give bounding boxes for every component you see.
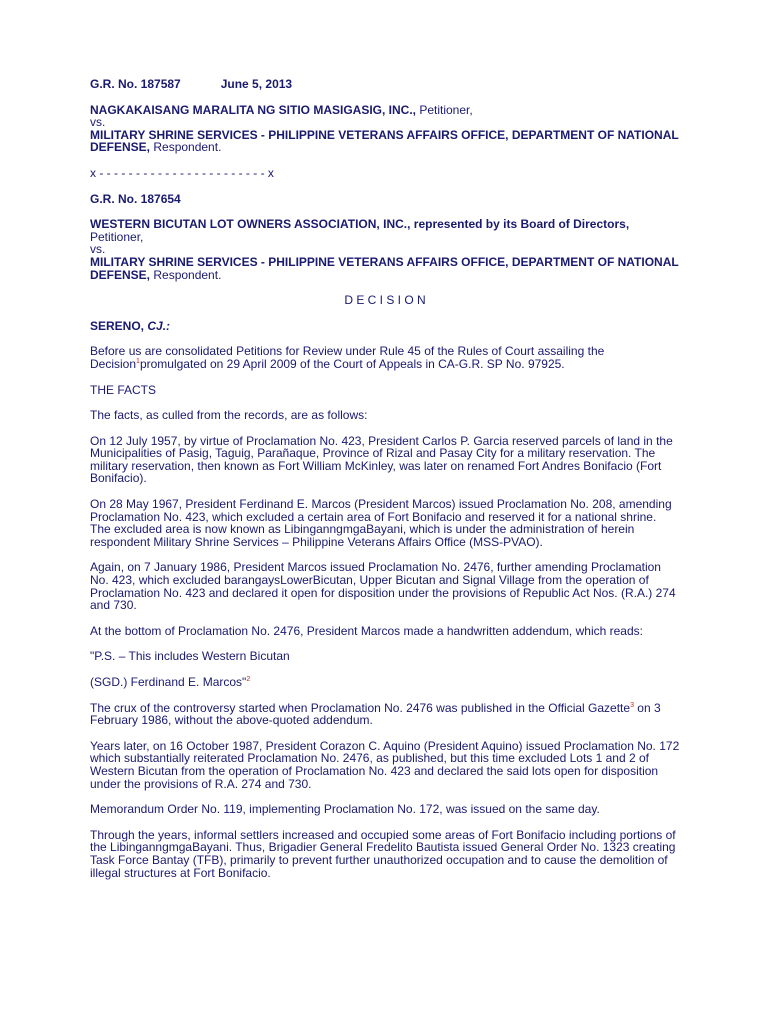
intro-text: Before us are consolidated Petitions for Review under Rule 45 of the Rules of Court assailing the Decision: [90, 344, 605, 371]
quote-signature-text: (SGD.) Ferdinand E. Marcos": [90, 675, 247, 689]
paragraph-crux: [90, 702, 680, 727]
case1-respondent-name: MILITARY SHRINE SERVICES - PHILIPPINE VETERANS AFFAIRS OFFICE, DEPARTMENT OF NATIONAL DEFENSE,: [90, 127, 679, 155]
paragraph-tfb: Through the years, informal settlers increased and occupied some areas of Fort Bonifacio including portions of the LibinganngmgaBayani. Thus, Brigadier General Fredelito Bautista issued General Order No. 1323 creating Task Force Bantay (TFB), primarily to prevent further unauthorized occupation and to cause the demolition of illegal structures at Fort Bonifacio.: [90, 827, 676, 880]
crux-text: The crux of the controversy started when Proclamation No. 2476 was published in the Official Gazette: [90, 700, 631, 715]
footnote-link-2[interactable]: 2: [246, 676, 251, 683]
quote-signature: [90, 676, 680, 689]
ponente-title: CJ.:: [147, 318, 171, 333]
paragraph-memo: Memorandum Order No. 119, implementing Proclamation No. 172, was issued on the same day.: [90, 802, 600, 817]
footnote-link-3[interactable]: 3: [630, 701, 634, 709]
paragraph-1957: On 12 July 1957, by virtue of Proclamation No. 423, President Carlos P. Garcia reserved parcels of land in the Municipalities of Pasig, Taguig, Parañaque, Province of Rizal and Pasay City for a military reservation. The military reservation, then known as Fort William McKinley, was later on renamed Fort Andres Bonifacio (Fort Bonifacio).: [90, 433, 673, 486]
paragraph-1967: On 28 May 1967, President Ferdinand E. Marcos (President Marcos) issued Proclamation No. 208, amending Proclamation No. 423, which excluded a certain area of Fort Bonifacio and reserved it for a national shrine. The excluded area is now known as LibinganngmgaBayani, which is under the administration of herein respondent Military Shrine Services – Philippine Veterans Affairs Office (MSS-PVAO).: [90, 497, 672, 549]
case1-petitioner: [90, 104, 680, 117]
facts-heading: THE FACTS: [90, 382, 157, 397]
footnote-link-1[interactable]: 1: [136, 357, 140, 365]
paragraph-addendum: At the bottom of Proclamation No. 2476, President Marcos made a handwritten addendum, which reads:: [90, 623, 643, 638]
case1-gr-number: G.R. No. 187587: [90, 77, 181, 91]
case1-petitioner-role: Petitioner,: [416, 102, 473, 117]
case2-respondent: [90, 256, 680, 281]
case2-petitioner-name: WESTERN BICUTAN LOT OWNERS ASSOCIATION, INC., represented by its Board of Directors,: [90, 217, 630, 232]
ponente-name: SERENO,: [90, 318, 148, 333]
case-separator: x - - - - - - - - - - - - - - - - - - - - - - - x: [90, 165, 274, 180]
case2-vs: vs.: [90, 242, 106, 257]
intro-text-continued: promulgated on 29 April 2009 of the Court of Appeals in CA-G.R. SP No. 97925.: [139, 356, 565, 371]
case1-vs: vs.: [90, 115, 106, 130]
decision-document: [90, 78, 680, 879]
paragraph-1986: Again, on 7 January 1986, President Marcos issued Proclamation No. 2476, further amending Proclamation No. 423, which excluded barangaysLowerBicutan, Upper Bicutan and Signal Village from the operation of Proclamation No. 423 and declared it open for disposition under the provisions of Republic Act Nos. (R.A.) 274 and 730.: [90, 560, 676, 613]
crux-text-continued: on 3 February 1986, without the above-quoted addendum.: [90, 700, 661, 728]
case1-caption: [90, 78, 680, 91]
paragraph-1987: Years later, on 16 October 1987, President Corazon C. Aquino (President Aquino) issued Proclamation No. 172 which substantially reiterated Proclamation No. 2476, as published, but this time excluded Lots 1 and 2 of Western Bicutan from the operation of Proclamation No. 423 and declared the said lots open for disposition under the provisions of R.A. 274 and 730.: [90, 738, 680, 791]
case1-date: June 5, 2013: [220, 77, 293, 91]
case2-gr-number: G.R. No. 187654: [90, 191, 181, 206]
quote-ps: "P.S. – This includes Western Bicutan: [90, 649, 290, 664]
facts-intro: The facts, as culled from the records, are as follows:: [90, 408, 368, 423]
intro-paragraph: [90, 345, 680, 370]
case2-respondent-role: Respondent.: [150, 267, 222, 282]
case1-respondent: [90, 129, 680, 154]
case2-petitioner: [90, 218, 680, 243]
case1-respondent-role: Respondent.: [150, 140, 222, 155]
decision-heading: D E C I S I O N: [344, 293, 426, 308]
case1-petitioner-name: NAGKAKAISANG MARALITA NG SITIO MASIGASIG, INC.,: [90, 102, 416, 117]
case2-respondent-name: MILITARY SHRINE SERVICES - PHILIPPINE VETERANS AFFAIRS OFFICE, DEPARTMENT OF NATIONAL DEFENSE,: [90, 254, 679, 282]
ponente: [90, 320, 680, 333]
case2-petitioner-role: Petitioner,: [90, 229, 144, 244]
